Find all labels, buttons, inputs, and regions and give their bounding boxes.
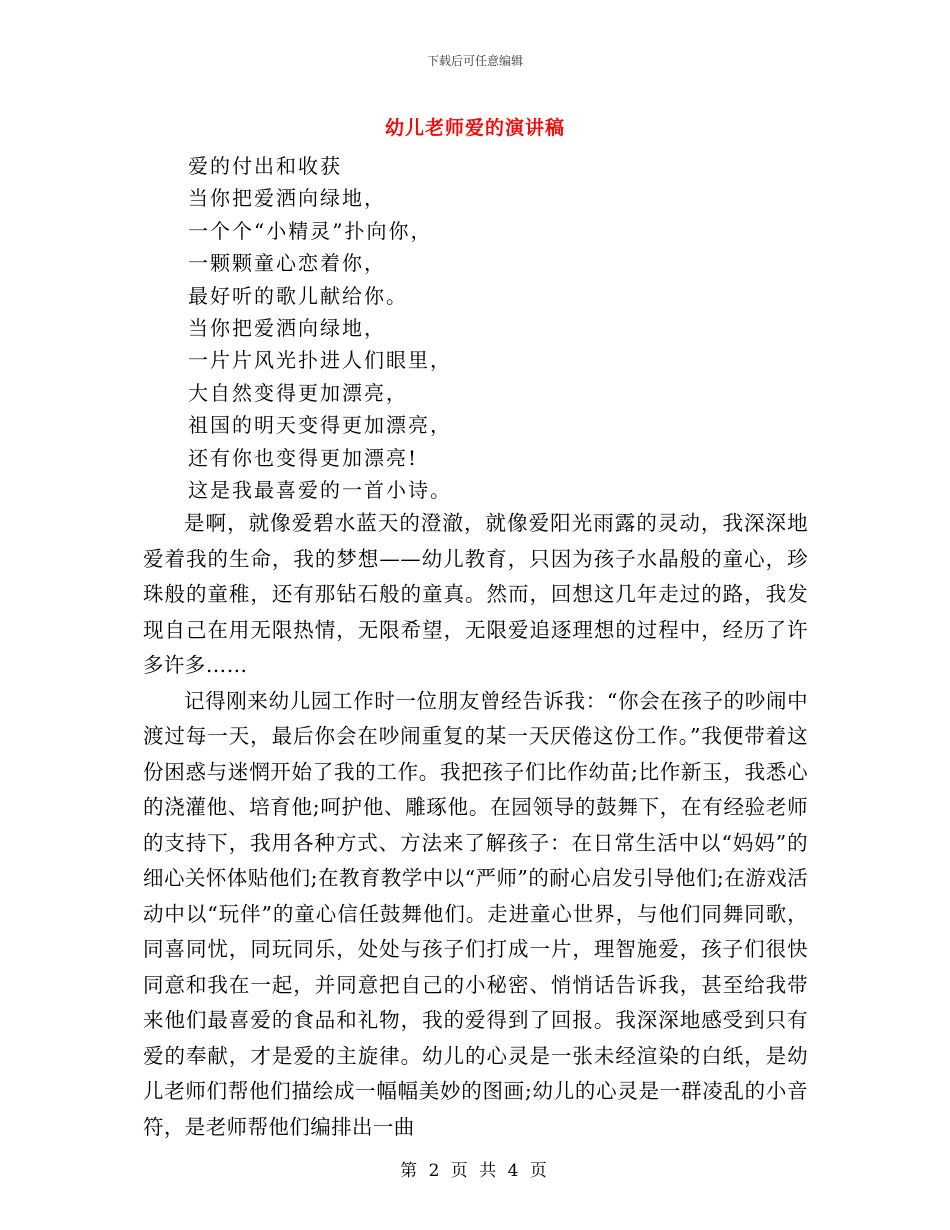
page-footer: 第 2 页 共 4 页 — [400, 1161, 550, 1181]
poem-line: 当你把爱洒向绿地， — [188, 316, 386, 341]
document-title: 幼儿老师爱的演讲稿 — [384, 117, 565, 139]
poem-line: 最好听的歌儿献给你。 — [188, 283, 408, 308]
poem-line: 这是我最喜爱的一首小诗。 — [188, 478, 452, 503]
poem-line: 一颗颗童心恋着你， — [188, 251, 386, 276]
page-header: 下载后可任意编辑 — [426, 54, 523, 68]
body-text — [143, 506, 808, 1145]
paragraph: 记得刚来幼儿园工作时一位朋友曾经告诉我：“你会在孩子的吵闹中渡过每一天，最后你会在吵闹重复的某一天厌倦这份工作。”我便带着这份困惑与迷惘开始了我的工作。我把孩子们比作幼苗;比作新玉，我悉心的浇灌他、培育他;呵护他、雕琢他。在园领导的鼓舞下，在有经验老师的支持下，我用各种方式、方法来了解孩子：在日常生活中以“妈妈”的细心关怀体贴他们;在教育教学中以“严师”的耐心启发引导他们;在游戏活动中以“玩伴”的童心信任鼓舞他们。走进童心世界，与他们同舞同歌，同喜同忧，同玩同乐，处处与孩子们打成一片，理智施爱，孩子们很快同意和我在一起，并同意把自己的小秘密、悄悄话告诉我，甚至给我带来他们最喜爱的食品和礼物，我的爱得到了回报。我深深地感受到只有爱的奉献，才是爱的主旋律。幼儿的心灵是一张未经渲染的白纸，是幼儿老师们帮他们描绘成一幅幅美妙的图画;幼儿的心灵是一群凌乱的小音符，是老师帮他们编排出一曲 — [143, 688, 808, 1139]
poem-line: 爱的付出和收获 — [188, 154, 342, 178]
poem-line: 当你把爱洒向绿地， — [188, 186, 386, 211]
poem-block — [188, 150, 452, 506]
poem-line: 大自然变得更加漂亮， — [188, 380, 408, 405]
poem-line: 祖国的明天变得更加漂亮， — [188, 413, 452, 438]
poem-line: 一个个“小精灵”扑向你， — [188, 218, 433, 243]
poem-line: 一片片风光扑进人们眼里， — [188, 348, 452, 373]
poem-line: 还有你也变得更加漂亮! — [188, 445, 419, 470]
paragraph: 是啊，就像爱碧水蓝天的澄澈，就像爱阳光雨露的灵动，我深深地爱着我的生命，我的梦想——幼儿教育，只因为孩子水晶般的童心，珍珠般的童稚，还有那钻石般的童真。然而，回想这几年走过的路，我发现自己在用无限热情，无限希望，无限爱追逐理想的过程中，经历了许多许多…… — [143, 511, 808, 677]
